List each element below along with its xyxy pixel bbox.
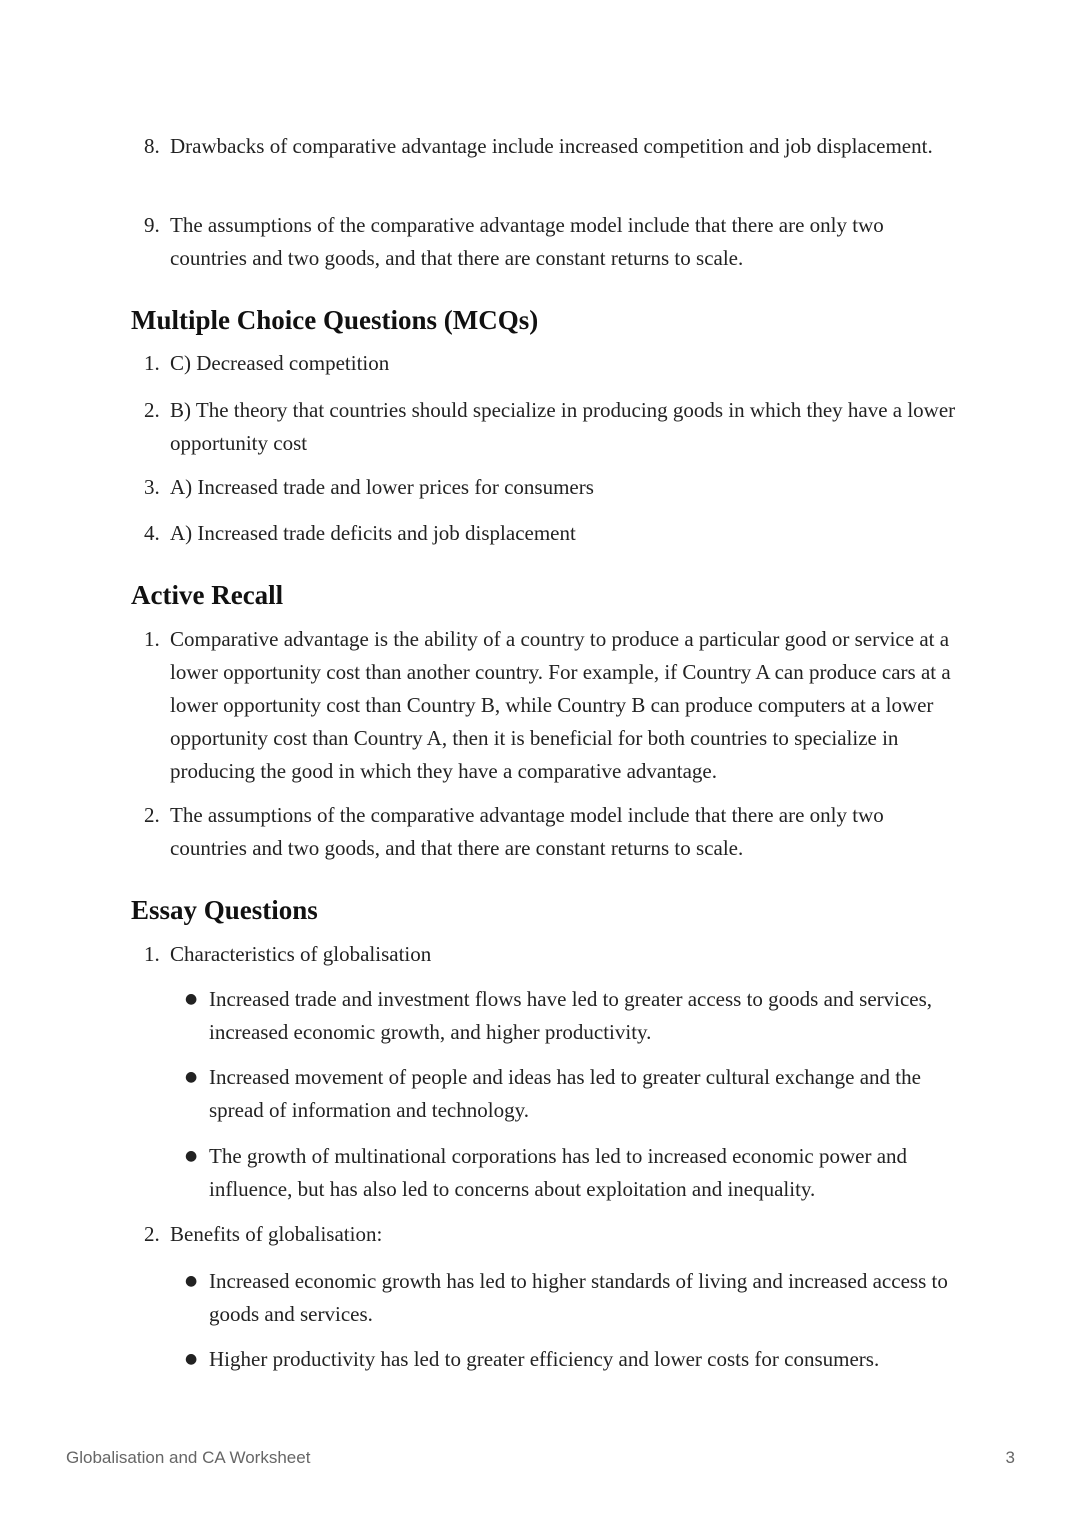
list-number: 1. [144,351,160,375]
list-text: Characteristics of globalisation [170,942,432,966]
bullet-text: Higher productivity has led to greater efficiency and lower costs for consumers. [209,1347,880,1371]
list-number: 4. [144,521,160,545]
list-text: B) The theory that countries should specialize in producing goods in which they have a lower opportunity cost [170,398,956,455]
list-number: 2. [144,398,160,422]
footer-document-title: Globalisation and CA Worksheet [66,1448,311,1467]
list-item [0,209,1080,275]
list-number: 2. [144,803,160,827]
list-text: Benefits of globalisation: [170,1222,383,1246]
bullet-icon: ● [185,1273,198,1289]
bullet-text: Increased economic growth has led to higher standards of living and increased access to goods and services. [209,1269,948,1326]
bullet-icon: ● [185,1351,198,1367]
section-heading-recall: Active Recall [131,580,284,610]
footer-page-number: 3 [1005,1448,1015,1467]
bullet-icon: ● [185,1069,198,1085]
list-text: C) Decreased competition [170,351,390,375]
bullet-text: Increased trade and investment flows have led to greater access to goods and services, increased economic growth, and higher productivity. [209,987,933,1044]
list-text: Drawbacks of comparative advantage include increased competition and job displacement. [170,134,933,158]
section-heading-mcq: Multiple Choice Questions (MCQs) [131,305,539,335]
bullet-text: The growth of multinational corporations has led to increased economic power and influence, but has also led to concerns about exploitation and inequality. [209,1144,908,1201]
list-number: 1. [144,942,160,966]
bullet-icon: ● [185,1148,198,1164]
bullet-icon: ● [185,991,198,1007]
list-number: 9. [144,213,160,237]
section-heading-essay: Essay Questions [131,895,318,925]
list-number: 1. [144,627,160,651]
list-number: 8. [144,134,160,158]
list-text: The assumptions of the comparative advantage model include that there are only two countries and two goods, and that there are constant returns to scale. [170,803,884,860]
list-text: A) Increased trade and lower prices for consumers [170,475,594,499]
list-number: 2. [144,1222,160,1246]
list-text: The assumptions of the comparative advantage model include that there are only two countries and two goods, and that there are constant returns to scale. [170,213,884,270]
bullet-text: Increased movement of people and ideas has led to greater cultural exchange and the spread of information and technology. [209,1065,921,1122]
list-text: A) Increased trade deficits and job displacement [170,521,576,545]
list-item [0,130,1080,196]
list-number: 3. [144,475,160,499]
list-text: Comparative advantage is the ability of a country to produce a particular good or service at a lower opportunity cost than another country. For example, if Country A can produce cars at a lower opportunity cost than Country B, while Country B can produce computers at a lower opportunity cost than Country A, then it is beneficial for both countries to specialize in producing the good in which they have a comparative advantage. [170,627,951,783]
